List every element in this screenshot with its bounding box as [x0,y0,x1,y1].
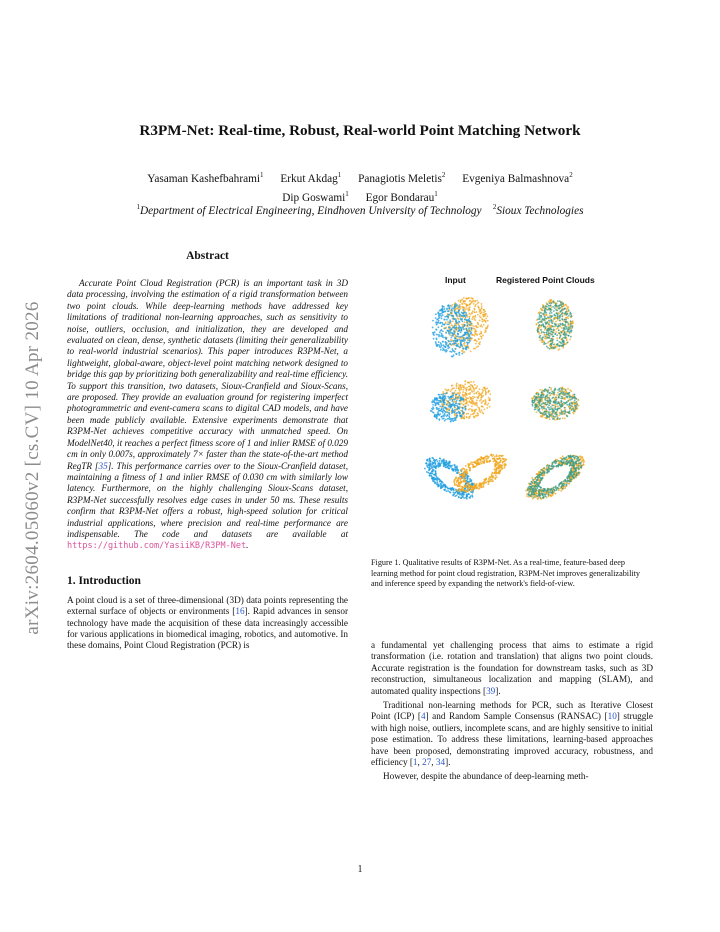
affiliations: $^1$Department of Electrical Engineering, Eindhoven University of Technology $^2$Sioux Technologies [136,203,584,217]
paragraph: Traditional non-learning methods for PCR, such as Iterative Closest Point (ICP) [4] and Random Sample Consensus (RANSAC) [10] struggle with high noise, outliers, incomplete scans, and are highly sensitive to initial pose estimation. To address these limitations, learning-based approaches have been proposed, demonstrating improved accuracy, robustness, and efficiency [1, 27, 34]. [371,700,653,768]
author: Dip Goswami$^1$ [282,189,349,204]
input-source-cloud [417,449,483,507]
citation-link[interactable]: 27 [422,757,432,768]
arxiv-id: arXiv:2604.05060v2 [cs.CV] 10 Apr 2026 [22,301,43,635]
affiliation: Sioux Technologies [496,204,584,217]
citation-link[interactable]: 34 [435,757,446,768]
section-heading-introduction: 1. Introduction [67,574,141,587]
citation-link[interactable]: 10 [607,711,617,722]
intro-paragraph: A point cloud is a set of three-dimensional (3D) data points representing the external surface of objects or environments [16]. Rapid advances in sensor technology have made the acquisition of these data increasingly accessible for various applications in biomedical imaging, robotics, and automotive. In these domains, Point Cloud Registration (PCR) is [67,594,349,651]
input-target-cloud [438,378,493,421]
citation-link[interactable]: 35 [98,460,108,471]
author: Egor Bondarau$^1$ [365,189,438,204]
figure-caption: Figure 1. Qualitative results of R3PM-Net. As a real-time, feature-based deep learning method for point cloud registration, R3PM-Net improves generalizability and inference speed by expanding the network's field-of-view. [371,558,640,589]
arxiv-sidebar [22,258,44,678]
citation-link[interactable]: 16 [235,606,245,617]
author: Yasaman Kashefbahrami$^1$ [147,171,264,185]
author: Erkut Akdag$^1$ [280,171,342,185]
code-link[interactable]: https://github.com/YasiiKB/R3PM-Net [67,541,247,552]
abstract-text: Accurate Point Cloud Registration (PCR) is an important task in 3D data processing, involving the estimation of a rigid transformation between two point clouds. While deep-learning methods have addressed key limitations of traditional non-learning approaches, such as sensitivity to noise, outliers, occlusion, and initialization, they are developed and evaluated on clean, dense, synthetic datasets (limiting their generalizability to real-world industrial scenarios). This paper introduces R3PM-Net, a lightweight, global-aware, object-level point matching network designed to bridge this gap by prioritizing both generalizability and real-time efficiency. To support this transition, two datasets, Sioux-Cranfield and Sioux-Scans, are proposed. They provide an evaluation ground for registering imperfect photogrammetric and event-camera scans to digital CAD models, and have been made publicly available. Extensive experiments demonstrate that R3PM-Net achieves competitive accuracy with unmatched speed. On ModelNet40, it reaches a perfect fitness score of 1 and inlier RMSE of 0.029 cm in only 0.007s, approximately 7× faster than the state-of-the-art method RegTR [35]. This performance carries over to the Sioux-Cranfield dataset, maintaining a fitness of 1 and inlier RMSE of 0.030 cm with similarly low latency. Furthermore, on the highly challenging Sioux-Scans dataset, R3PM-Net successfully resolves edge cases in under 50 ms. These results confirm that R3PM-Net offers a robust, high-speed solution for critical industrial applications, where precision and real-time performance are indispensable. The code and datasets are available at https://github.com/YasiiKB/R3PM-Net. [67,278,348,552]
paragraph: However, despite the abundance of deep-learning meth- [383,771,589,782]
paper-title: R3PM-Net: Real-time, Robust, Real-world Point Matching Network [139,122,581,139]
citation-link[interactable]: 4 [420,711,426,722]
author-list [60,168,660,206]
figure-1 [400,275,650,520]
author: Evgeniya Balmashnova$^2$ [462,171,573,185]
figure-label-input: Input [445,275,466,285]
paragraph: a fundamental yet challenging process that aims to estimate a rigid transformation (i.e. rotation and translation) that aligns two point clouds. Accurate registration is the foundation for downstream tasks, such as 3D reconstruction, simultaneous localization and mapping (SLAM), and automated quality inspections [39]. [371,640,653,696]
page-number: 1 [357,864,363,875]
abstract-heading: Abstract [186,250,229,262]
affiliation: Department of Electrical Engineering, Eindhoven University of Technology [140,204,482,217]
citation-link[interactable]: 39 [486,685,496,696]
figure-label-registered: Registered Point Clouds [496,275,595,285]
point-cloud-figure [400,275,650,520]
author: Panagiotis Meletis$^2$ [358,171,446,185]
left-column [67,250,348,652]
registered-target-cloud [518,445,593,510]
right-column [371,640,653,783]
citation-link[interactable]: 1 [412,757,418,768]
